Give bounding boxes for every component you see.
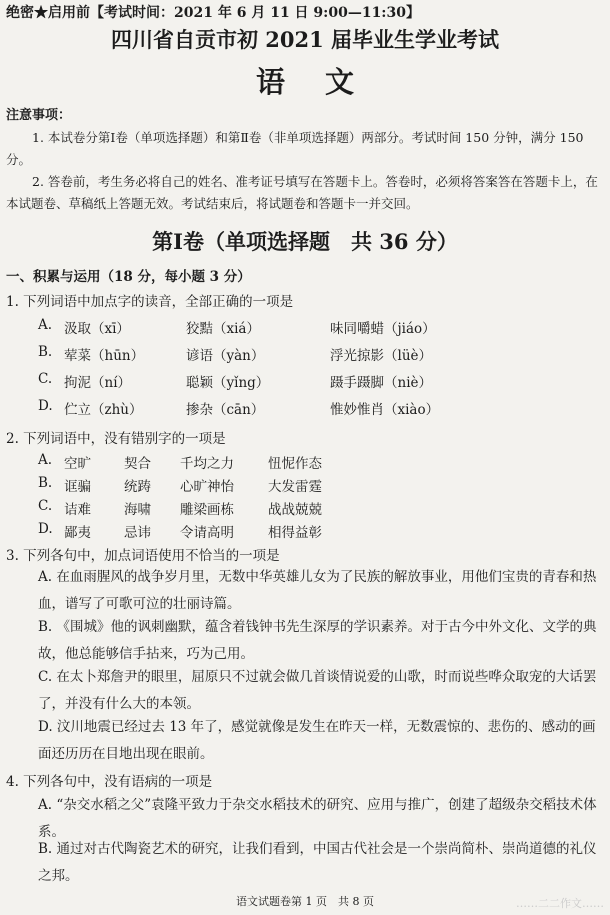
- q1-option-label: A.: [38, 317, 53, 333]
- q1-option-item: 聪颖（yǐng）: [186, 375, 270, 391]
- q4-option-b: B. 通过对古代陶瓷艺术的研究，让我们看到，中国古代社会是一个崇尚简朴、崇尚道德的礼仪之邦。: [38, 841, 597, 884]
- question-2-stem: 2. 下列词语中，没有错别字的一项是: [6, 431, 226, 447]
- q2-option-label: A.: [38, 452, 53, 468]
- q2-option-item: 令请高明: [180, 525, 234, 541]
- q2-option-item: 心旷神怡: [180, 479, 234, 495]
- q1-option-item: 荤菜（hūn）: [64, 348, 145, 364]
- q2-option-item: 空旷: [64, 456, 91, 472]
- q1-option-item: 蹑手蹑脚（niè）: [330, 375, 433, 391]
- watermark: ……二二作文……: [516, 897, 604, 910]
- part-1-title: 第Ⅰ卷（单项选择题 共 36 分）: [152, 229, 458, 254]
- q2-option-item: 战战兢兢: [268, 502, 322, 518]
- exam-title: 四川省自贡市初 2021 届毕业生学业考试: [110, 27, 500, 52]
- q1-option-label: D.: [38, 398, 53, 414]
- secret-exam-time-line: 绝密★启用前【考试时间：2021 年 6 月 11 日 9:00—11:30】: [6, 5, 420, 21]
- notice-item-2: 2. 答卷前，考生务必将自己的姓名、准考证号填写在答题卡上。答卷时，必须将答案答在答题卡上，在本试题卷、草稿纸上答题无效。考试结束后，将试题卷和答题卡一并交回。: [6, 174, 598, 211]
- q3-option-b: B. 《围城》他的讽刺幽默，蕴含着钱钟书先生深厚的学识素养。对于古今中外文化、文学的典故，他总能够信手拈来，巧为己用。: [38, 619, 597, 662]
- q2-option-label: B.: [38, 475, 53, 491]
- q1-option-label: B.: [38, 344, 53, 360]
- q2-option-item: 雕梁画栋: [180, 502, 234, 518]
- subject-title: 语文: [255, 65, 394, 99]
- q1-option-item: 浮光掠影（lüè）: [330, 348, 433, 364]
- q1-option-item: 汲取（xī）: [64, 321, 130, 337]
- notice-item-1: 1. 本试卷分第Ⅰ卷（单项选择题）和第Ⅱ卷（非单项选择题）两部分。考试时间 150 分钟，满分 150 分。: [6, 130, 584, 167]
- q1-option-item: 惟妙惟肖（xiào）: [330, 402, 440, 418]
- q1-option-item: 狡黠（xiá）: [186, 321, 260, 337]
- q1-option-label: C.: [38, 371, 53, 387]
- q1-option-item: 谚语（yàn）: [186, 348, 265, 364]
- q2-option-item: 诓骗: [64, 479, 91, 495]
- q1-option-item: 味同嚼蜡（jiáo）: [330, 321, 436, 337]
- q2-option-item: 鄙夷: [64, 525, 91, 541]
- q1-option-item: 伫立（zhù）: [64, 402, 143, 418]
- q2-option-item: 忌讳: [124, 525, 151, 541]
- q2-option-item: 千均之力: [180, 456, 234, 472]
- q4-option-a: A. “杂交水稻之父”袁隆平致力于杂交水稻技术的研究、应用与推广，创建了超级杂交稻技术体系。: [38, 797, 597, 840]
- section-1-title: 一、积累与运用（18 分，每小题 3 分）: [6, 269, 251, 285]
- q2-option-item: 海啸: [124, 502, 151, 518]
- q2-option-label: D.: [38, 521, 53, 537]
- q2-option-item: 相得益彰: [268, 525, 322, 541]
- question-3-stem: 3. 下列各句中，加点词语使用不恰当的一项是: [6, 548, 280, 564]
- question-4-stem: 4. 下列各句中，没有语病的一项是: [6, 774, 213, 790]
- q2-option-label: C.: [38, 498, 53, 514]
- q2-option-item: 契合: [124, 456, 151, 472]
- q3-option-c: C. 在太卜郑詹尹的眼里，屈原只不过就会做几首谈情说爱的山歌，时而说些哗众取宠的大话罢了，并没有什么大的本领。: [38, 669, 597, 712]
- notice-heading: 注意事项：: [6, 108, 72, 123]
- question-1-stem: 1. 下列词语中加点字的读音，全部正确的一项是: [6, 294, 294, 310]
- q3-option-a: A. 在血雨腥风的战争岁月里，无数中华英雄儿女为了民族的解放事业，用他们宝贵的青春和热血，谱写了可歌可泣的壮丽诗篇。: [38, 569, 597, 612]
- q1-option-item: 拘泥（ní）: [64, 375, 132, 391]
- q3-option-d: D. 汶川地震已经过去 13 年了，感觉就像是发生在昨天一样，无数震惊的、悲伤的、感动的画面还历历在目地出现在眼前。: [38, 719, 596, 762]
- page-footer: 语文试题卷第 1 页 共 8 页: [236, 895, 374, 908]
- q2-option-item: 大发雷霆: [268, 479, 322, 495]
- q1-option-item: 掺杂（cān）: [186, 402, 265, 418]
- q2-option-item: 忸怩作态: [268, 456, 322, 472]
- q2-option-item: 诘难: [64, 502, 91, 518]
- q2-option-item: 统踌: [124, 479, 151, 495]
